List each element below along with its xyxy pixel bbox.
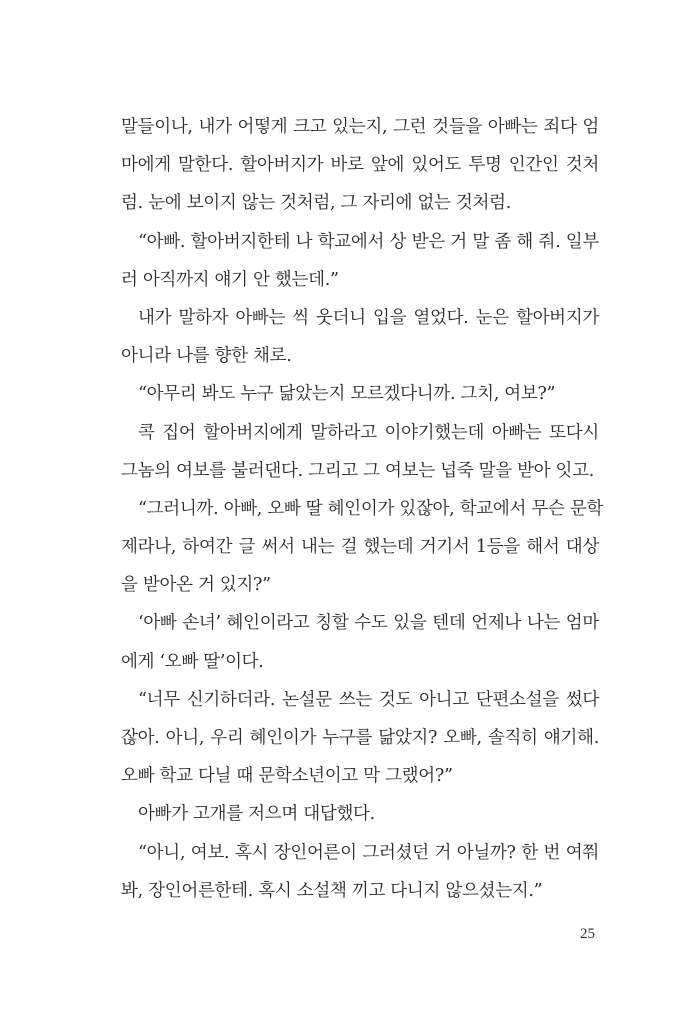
text-line: 내가 말하자 아빠는 씩 웃더니 입을 열었다. 눈은 할아버지가 xyxy=(138,307,599,328)
text-line: 오빠 학교 다닐 때 문학소년이고 막 그랬어?” xyxy=(121,766,453,787)
text-line: 에게 ‘오빠 딸’이다. xyxy=(121,651,264,672)
text-line: “그러니까. 아빠, 오빠 딸 혜인이가 있잖아, 학교에서 무슨 문학 xyxy=(138,498,604,519)
text-line: 아니라 나를 향한 채로. xyxy=(121,346,292,367)
text-line: 콕 집어 할아버지에게 말하라고 이야기했는데 아빠는 또다시 xyxy=(138,422,599,443)
text-line: “아무리 봐도 누구 닮았는지 모르겠다니까. 그치, 여보?” xyxy=(138,384,556,405)
text-line: “아니, 여보. 혹시 장인어른이 그러셨던 거 아닐까? 한 번 여쭤 xyxy=(138,842,599,863)
text-line: “너무 신기하더라. 논설문 쓰는 것도 아니고 단편소설을 썼다 xyxy=(138,689,599,710)
text-line: 봐, 장인어른한테. 혹시 소설책 끼고 다니지 않으셨는지.” xyxy=(121,880,543,901)
text-line: 잖아. 아니, 우리 혜인이가 누구를 닮았지? 오빠, 솔직히 얘기해. xyxy=(121,728,599,748)
text-line: 말들이나, 내가 어떻게 크고 있는지, 그런 것들을 아빠는 죄다 엄 xyxy=(121,117,599,137)
text-line: 러 아직까지 얘기 안 했는데.” xyxy=(121,269,339,290)
page-number: 25 xyxy=(580,926,595,942)
text-line: 마에게 말한다. 할아버지가 바로 앞에 있어도 투명 인간인 것처 xyxy=(121,155,599,176)
text-line: 을 받아온 거 있지?” xyxy=(121,575,271,596)
text-line: “아빠. 할아버지한테 나 학교에서 상 받은 거 말 좀 해 줘. 일부 xyxy=(138,231,599,252)
body-text xyxy=(121,108,604,910)
text-line: 제라나, 하여간 글 써서 내는 걸 했는데 거기서 1등을 해서 대상 xyxy=(121,537,599,558)
text-line: 럼. 눈에 보이지 않는 것처럼, 그 자리에 없는 것처럼. xyxy=(121,193,511,214)
text-line: 아빠가 고개를 저으며 대답했다. xyxy=(138,804,375,825)
text-line: ‘아빠 손녀’ 혜인이라고 칭할 수도 있을 텐데 언제나 나는 엄마 xyxy=(138,613,599,634)
text-line: 그놈의 여보를 불러댄다. 그리고 그 여보는 넙죽 말을 받아 잇고. xyxy=(121,460,595,481)
